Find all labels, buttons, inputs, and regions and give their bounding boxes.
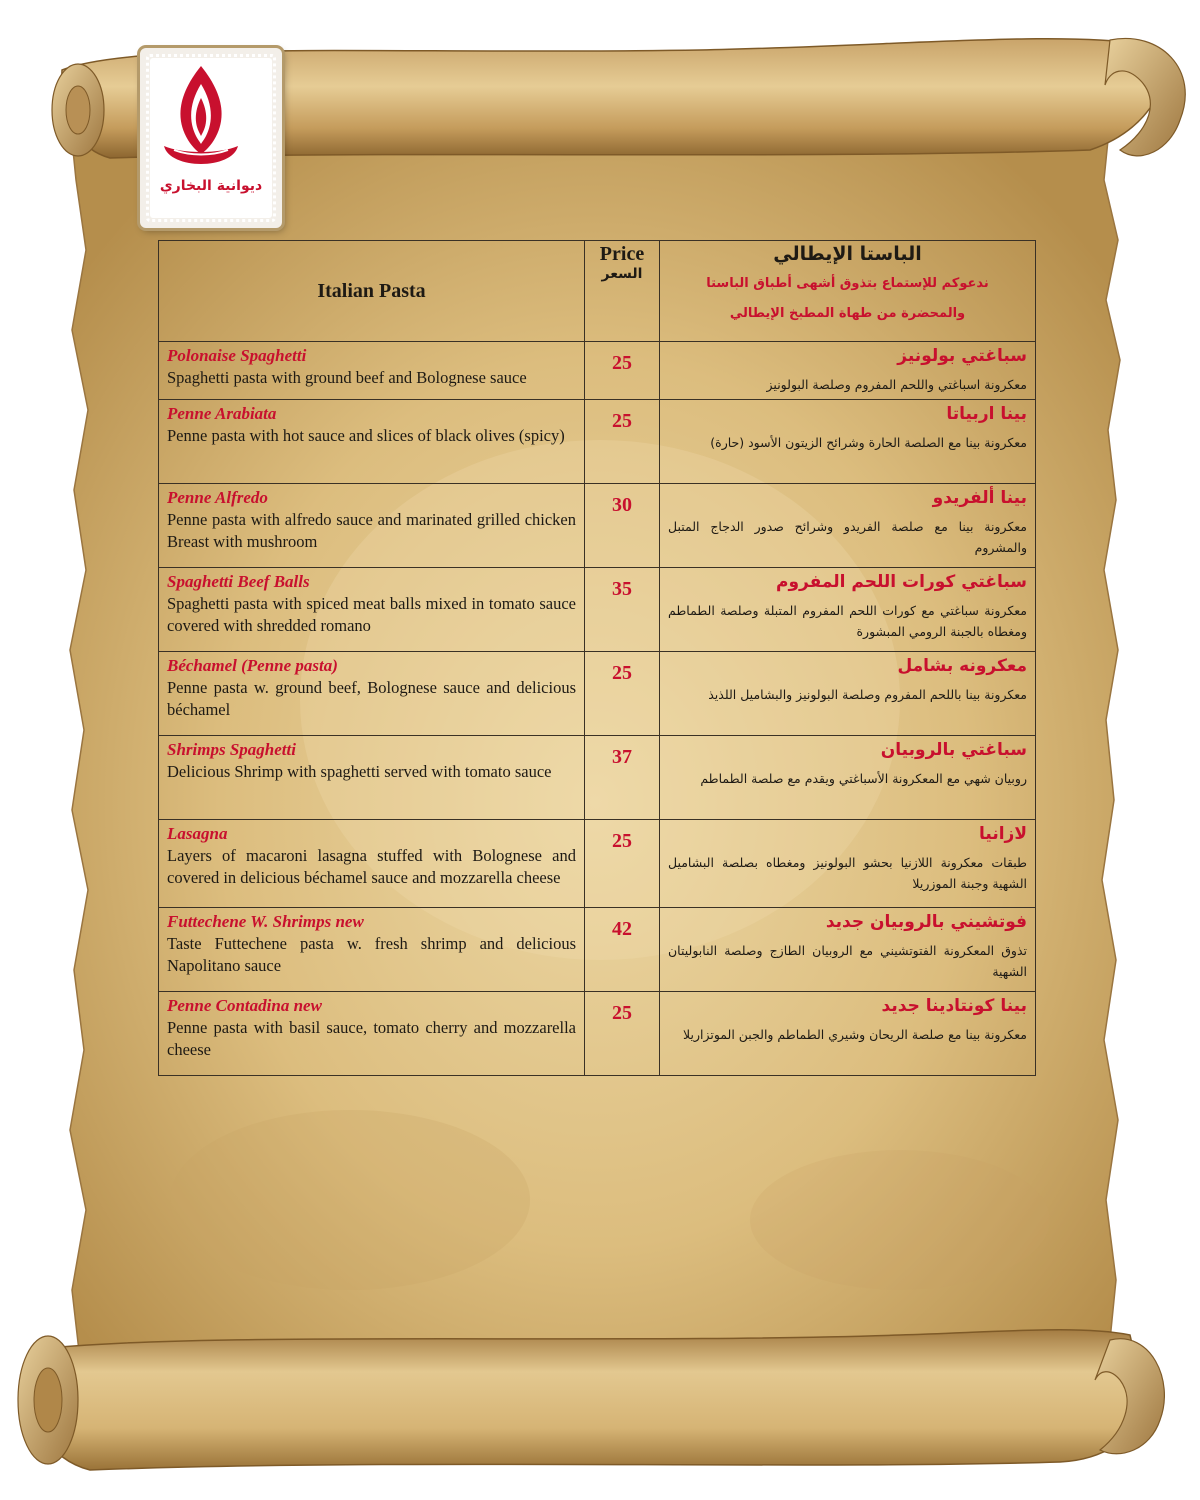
dish-price: 42: [585, 908, 660, 992]
menu-item-en-cell: [159, 908, 585, 992]
menu-item-ar-cell: [660, 992, 1036, 1076]
dish-description-ar: معكرونة سباغتي مع كورات اللحم المفروم المتبلة وصلصة الطماطم ومغطاه بالجبنة الرومي المبشورة: [668, 603, 1027, 639]
menu-item-ar-cell: [660, 342, 1036, 400]
menu-item-row: [159, 652, 1036, 736]
dish-description-ar: معكرونة بينا باللحم المفروم وصلصة البولونيز والبشاميل اللذيذ: [708, 687, 1027, 702]
menu-item-row: [159, 400, 1036, 484]
dish-name-en: Penne Contadina new: [167, 996, 322, 1015]
bottom-roll: [28, 1330, 1145, 1470]
menu-item-row: [159, 342, 1036, 400]
dish-price: 37: [585, 736, 660, 820]
price-header-ar: السعر: [601, 266, 643, 282]
menu-item-en-cell: [159, 992, 585, 1076]
dish-price: 25: [585, 400, 660, 484]
dish-description-en: Layers of macaroni lasagna stuffed with Bolognese and covered in delicious béchamel sauce and mozzarella cheese: [167, 846, 576, 887]
menu-item-row: [159, 568, 1036, 652]
menu-item-row: [159, 820, 1036, 908]
dish-description-ar: روبيان شهي مع المعكرونة الأسباغتي ويقدم مع صلصة الطماطم: [700, 771, 1027, 786]
dish-price: 25: [585, 342, 660, 400]
menu-item-en-cell: [159, 736, 585, 820]
dish-name-en: Shrimps Spaghetti: [167, 740, 296, 759]
brand-logo-text: ديوانية البخاري: [159, 178, 263, 194]
menu-item-ar-cell: [660, 652, 1036, 736]
menu-item-en-cell: [159, 484, 585, 568]
dish-description-en: Taste Futtechene pasta w. fresh shrimp and delicious Napolitano sauce: [167, 934, 576, 975]
menu-item-ar-cell: [660, 820, 1036, 908]
price-column-header: [585, 241, 660, 342]
dish-description-en: Spaghetti pasta with ground beef and Bolognese sauce: [167, 368, 527, 387]
dish-description-ar: معكرونة بينا مع صلصة الفريدو وشرائح صدور الدجاج المتبل والمشروم: [668, 519, 1027, 555]
section-title-ar-cell: [660, 241, 1036, 342]
dish-name-en: Spaghetti Beef Balls: [167, 572, 310, 591]
menu-item-en-cell: [159, 820, 585, 908]
dish-price: 25: [585, 652, 660, 736]
section-title-en: Italian Pasta: [159, 241, 585, 342]
dish-description-ar: تذوق المعكرونة الفتوتشيني مع الروبيان الطازج وصلصة النابوليتان الشهية: [668, 943, 1027, 979]
dish-name-ar: بينا اربياتا: [946, 404, 1027, 424]
pasta-menu-table: [158, 240, 1036, 1076]
menu-item-en-cell: [159, 342, 585, 400]
menu-item-en-cell: [159, 400, 585, 484]
menu-item-row: [159, 992, 1036, 1076]
menu-item-ar-cell: [660, 400, 1036, 484]
dish-name-en: Béchamel (Penne pasta): [167, 656, 338, 675]
dish-name-ar: سباغتي بالروبيان: [880, 740, 1027, 760]
dish-name-ar: سباغتي بولونيز: [897, 346, 1027, 366]
menu-item-ar-cell: [660, 736, 1036, 820]
section-subtitle-ar-2: والمحضرة من طهاة المطبخ الإيطالي: [729, 306, 966, 321]
dish-name-ar: سباغتي كورات اللحم المفروم: [776, 572, 1027, 592]
dish-name-en: Futtechene W. Shrimps new: [167, 912, 364, 931]
menu-item-ar-cell: [660, 568, 1036, 652]
dish-price: 30: [585, 484, 660, 568]
dish-name-ar: معكرونه بشامل: [897, 656, 1027, 676]
dish-description-ar: معكرونة بينا مع الصلصة الحارة وشرائح الزيتون الأسود (حارة): [710, 435, 1027, 450]
menu-item-row: [159, 736, 1036, 820]
menu-item-ar-cell: [660, 484, 1036, 568]
dish-description-ar: طبقات معكرونة اللازنيا بحشو البولونيز ومغطاه بصلصة البشاميل الشهية وجبنة الموزريلا: [668, 855, 1027, 891]
dish-name-en: Lasagna: [167, 824, 228, 843]
menu-header-row: [159, 241, 1036, 342]
section-subtitle-ar-1: ندعوكم للإستماع بتذوق أشهى أطباق الباستا: [706, 276, 989, 291]
dish-description-en: Spaghetti pasta with spiced meat balls mixed in tomato sauce covered with shredded romano: [167, 594, 576, 635]
dish-price: 25: [585, 820, 660, 908]
dish-name-en: Penne Arabiata: [167, 404, 277, 423]
menu-item-ar-cell: [660, 908, 1036, 992]
dish-name-en: Penne Alfredo: [167, 488, 268, 507]
dish-name-en: Polonaise Spaghetti: [167, 346, 307, 365]
dish-description-ar: معكرونة بينا مع صلصة الريحان وشيري الطماطم والجبن الموتزاريلا: [683, 1027, 1027, 1042]
dish-description-en: Penne pasta with alfredo sauce and marinated grilled chicken Breast with mushroom: [167, 510, 576, 551]
menu-item-en-cell: [159, 568, 585, 652]
menu-item-row: [159, 908, 1036, 992]
section-title-ar: الباستا الإيطالي: [773, 243, 922, 265]
dish-name-ar: بينا كونتادينا جديد: [881, 996, 1027, 1016]
dish-description-en: Penne pasta w. ground beef, Bolognese sauce and delicious béchamel: [167, 678, 576, 719]
dish-description-ar: معكرونة اسباغتي واللحم المفروم وصلصة البولونيز: [766, 377, 1027, 392]
dish-price: 25: [585, 992, 660, 1076]
menu-item-row: [159, 484, 1036, 568]
dish-price: 35: [585, 568, 660, 652]
dish-description-en: Penne pasta with hot sauce and slices of black olives (spicy): [167, 426, 565, 445]
dish-name-ar: بينا ألفريدو: [932, 488, 1027, 508]
price-header-en: Price: [599, 243, 645, 265]
dish-description-en: Delicious Shrimp with spaghetti served with tomato sauce: [167, 762, 552, 781]
dish-name-ar: فوتشيني بالروبيان جديد: [825, 912, 1027, 932]
dish-description-en: Penne pasta with basil sauce, tomato cherry and mozzarella cheese: [167, 1018, 576, 1059]
flame-bowl-logo-icon: [160, 62, 242, 182]
menu-item-en-cell: [159, 652, 585, 736]
brand-logo-tag: [140, 48, 282, 228]
dish-name-ar: لازانيا: [979, 824, 1027, 844]
